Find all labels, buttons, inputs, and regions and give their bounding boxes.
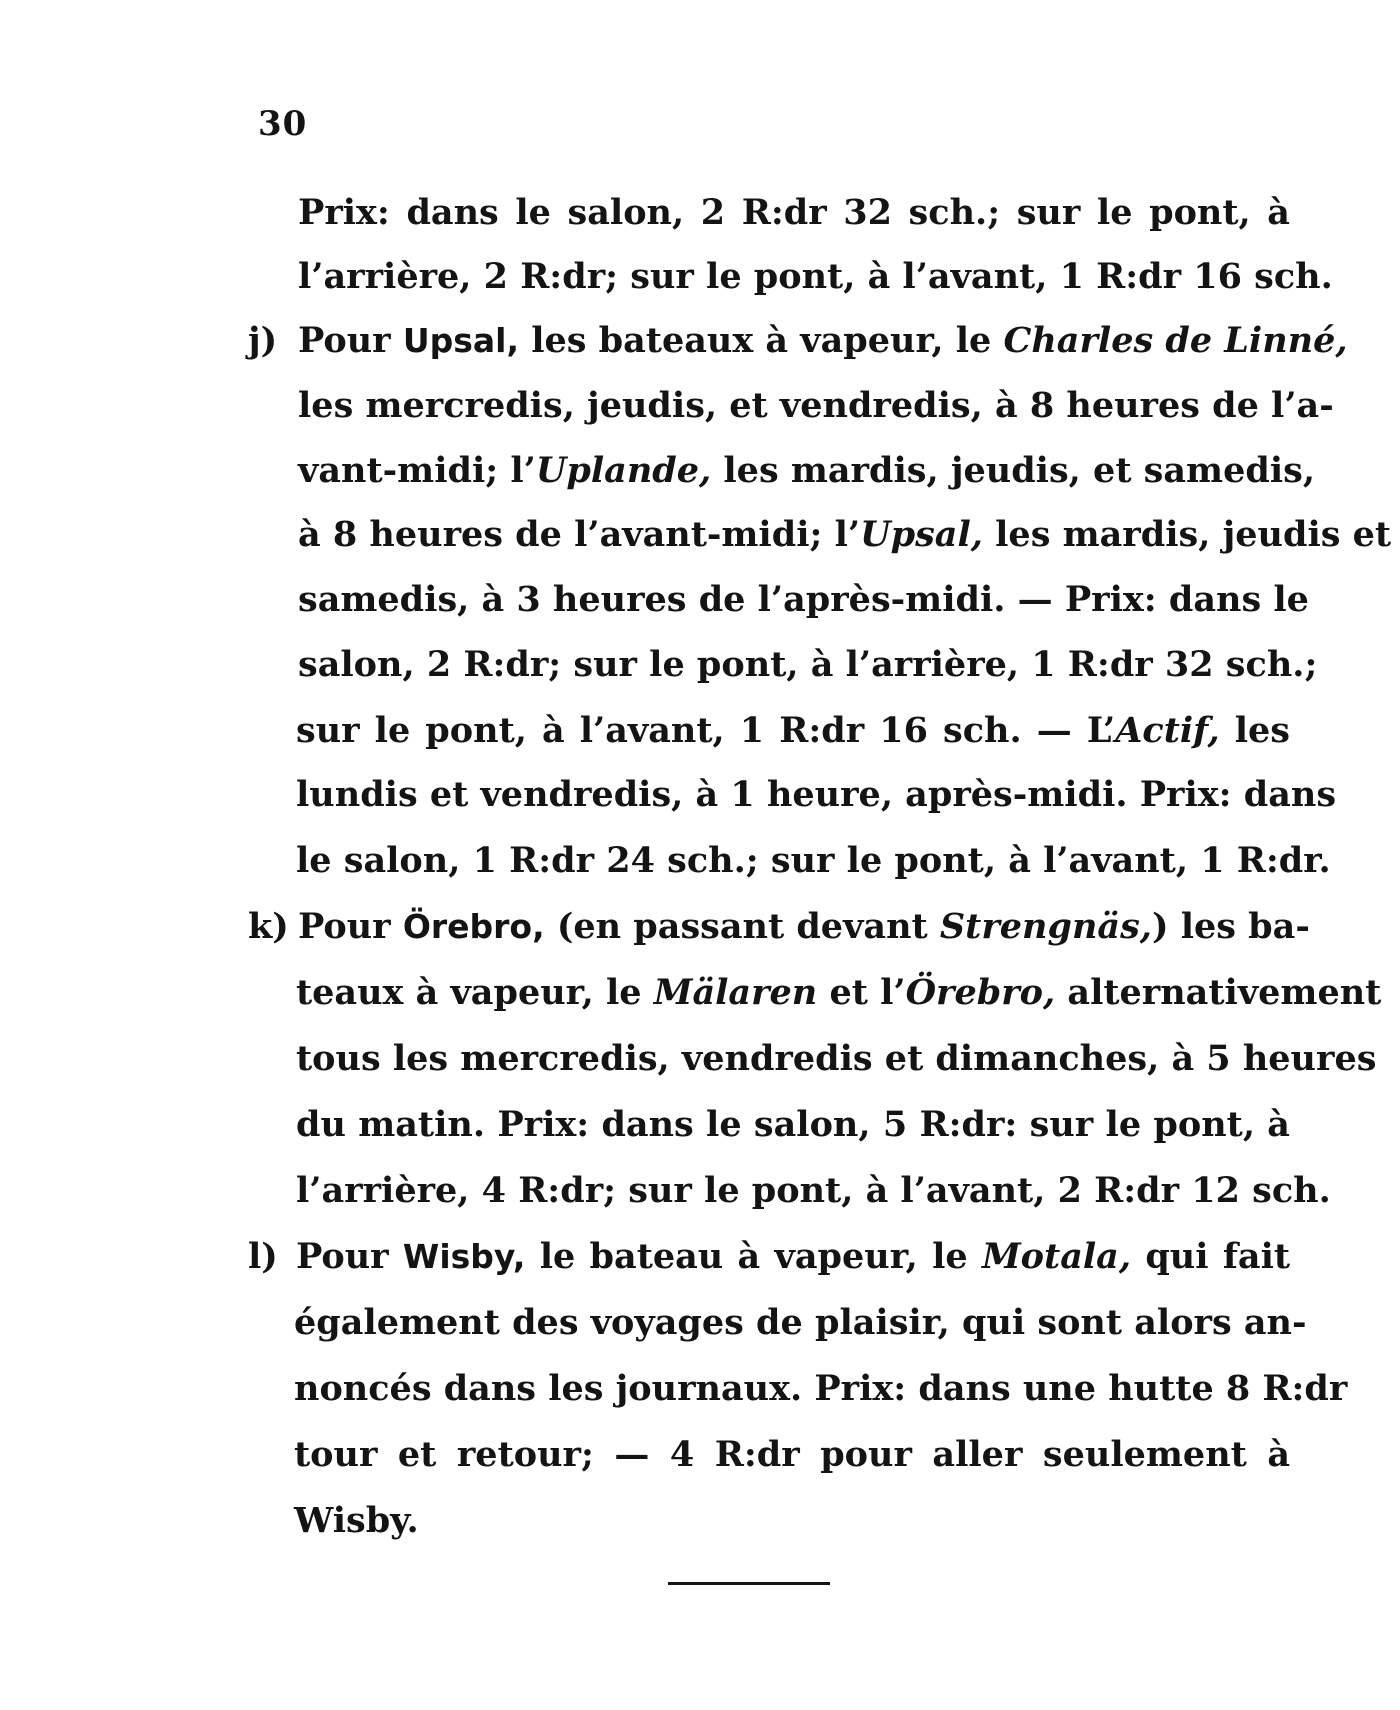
text-line: Wisby. — [294, 1500, 419, 1541]
text-line: à 8 heures de l’avant-midi; l’Upsal, les mardis, jeudis et — [298, 514, 1392, 555]
text-line: Pour Wisby, le bateau à vapeur, le Motala, qui fait — [296, 1236, 1291, 1277]
entry-marker-l: l) — [248, 1236, 278, 1277]
text-line: salon, 2 R:dr; sur le pont, à l’arrière, 1 R:dr 32 sch.; — [298, 644, 1318, 685]
text-line: tous les mercredis, vendredis et dimanches, à 5 heures — [296, 1038, 1377, 1079]
text-line: tour et retour; — 4 R:dr pour aller seulement à — [294, 1434, 1290, 1475]
text-line: Pour Örebro, (en passant devant Strengnäs,) les ba- — [298, 906, 1310, 947]
ship-name: Upsal, — [860, 514, 983, 555]
text-line: Prix: dans le salon, 2 R:dr 32 sch.; sur le pont, à — [298, 192, 1290, 233]
ship-name: Motala, — [981, 1236, 1132, 1277]
text-line: également des voyages de plaisir, qui sont alors an- — [294, 1302, 1307, 1343]
entry-marker-j: j) — [248, 320, 278, 361]
text-line: sur le pont, à l’avant, 1 R:dr 16 sch. — L’Actif, les — [296, 710, 1290, 751]
place-name-orebro: Örebro, — [402, 907, 545, 946]
text-line: lundis et vendredis, à 1 heure, après-midi. Prix: dans — [296, 774, 1337, 815]
page-number: 30 — [258, 104, 308, 144]
text-line: teaux à vapeur, le Mälaren et l’Örebro, alternativement — [296, 972, 1382, 1013]
entry-marker-k: k) — [248, 906, 289, 947]
ship-name: Mälaren — [653, 972, 818, 1013]
text-line: noncés dans les journaux. Prix: dans une hutte 8 R:dr — [294, 1368, 1348, 1409]
place-name-wisby: Wisby, — [402, 1237, 526, 1276]
ship-name: Örebro, — [905, 972, 1056, 1013]
ship-name: Charles de Linné, — [1003, 320, 1348, 361]
text-line: les mercredis, jeudis, et vendredis, à 8 heures de l’a- — [298, 385, 1334, 426]
text-line: le salon, 1 R:dr 24 sch.; sur le pont, à l’avant, 1 R:dr. — [296, 840, 1331, 881]
closing-rule — [668, 1582, 830, 1585]
text-line: l’arrière, 2 R:dr; sur le pont, à l’avant, 1 R:dr 16 sch. — [298, 256, 1333, 297]
text-line: vant-midi; l’Uplande, les mardis, jeudis, et samedis, — [298, 450, 1316, 491]
text-line: samedis, à 3 heures de l’après-midi. — Prix: dans le — [298, 579, 1309, 620]
ship-name: Uplande, — [535, 450, 712, 491]
place-name-upsal: Upsal, — [402, 321, 519, 360]
text-line: du matin. Prix: dans le salon, 5 R:dr: sur le pont, à — [296, 1104, 1290, 1145]
text-line: Pour Upsal, les bateaux à vapeur, le Charles de Linné, — [298, 320, 1348, 361]
text-line: l’arrière, 4 R:dr; sur le pont, à l’avant, 2 R:dr 12 sch. — [296, 1170, 1331, 1211]
ship-name: Actif, — [1115, 710, 1220, 751]
place-name-strengnas: Strengnäs, — [939, 906, 1152, 947]
